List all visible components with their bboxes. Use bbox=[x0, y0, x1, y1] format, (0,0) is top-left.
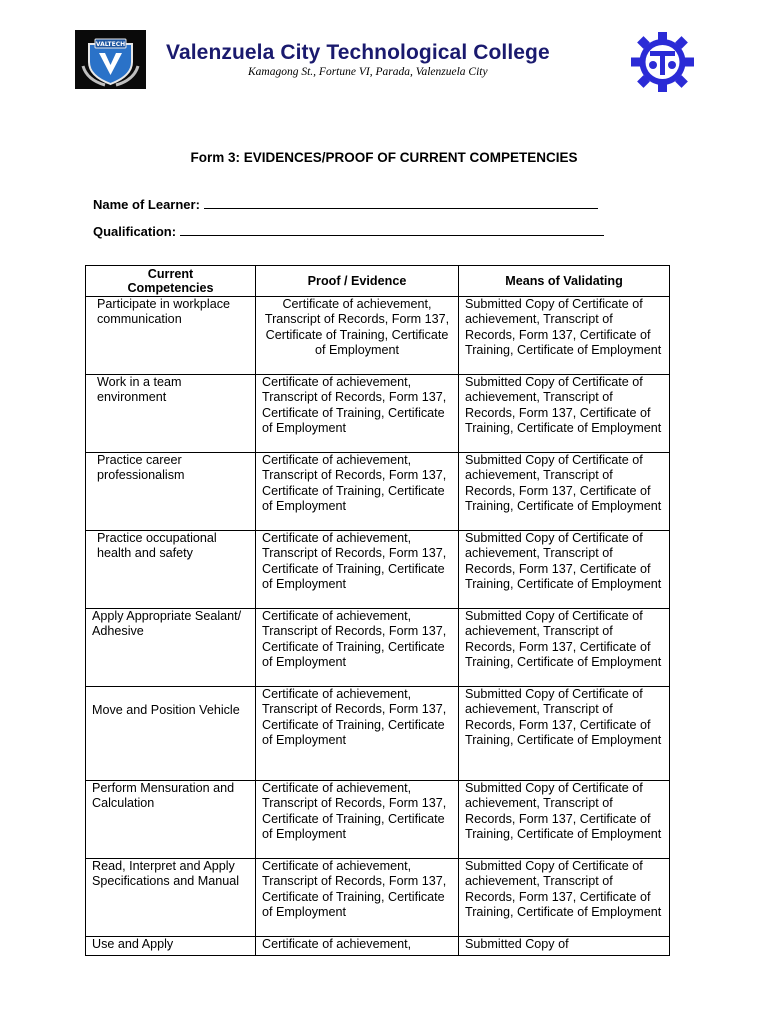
validation-cell: Submitted Copy of Certificate of achievement, Transcript of Records, Form 137, Certificate of Training, Certificate of Employment bbox=[459, 531, 670, 609]
name-of-learner-field bbox=[93, 196, 598, 212]
table-row bbox=[86, 297, 670, 375]
header-means-of-validating: Means of Validating bbox=[459, 266, 670, 297]
evidence-cell: Certificate of achievement, Transcript of Records, Form 137, Certificate of Training, Certificate of Employment bbox=[256, 781, 459, 859]
validation-cell: Submitted Copy of Certificate of achievement, Transcript of Records, Form 137, Certificate of Training, Certificate of Employment bbox=[459, 859, 670, 937]
validation-cell: Submitted Copy of Certificate of achievement, Transcript of Records, Form 137, Certificate of Training, Certificate of Employment bbox=[459, 687, 670, 781]
evidence-cell: Certificate of achievement, Transcript of Records, Form 137, Certificate of Training, Certificate of Employment bbox=[256, 609, 459, 687]
table-row bbox=[86, 609, 670, 687]
competency-cell: Apply Appropriate Sealant/ Adhesive bbox=[86, 609, 256, 687]
qualification-label: Qualification: bbox=[93, 224, 177, 239]
competency-cell: Use and Apply bbox=[86, 937, 256, 956]
evidence-cell: Certificate of achievement, bbox=[256, 937, 459, 956]
valtech-logo bbox=[75, 30, 146, 89]
table-row bbox=[86, 687, 670, 781]
competency-cell: Move and Position Vehicle bbox=[86, 687, 256, 781]
qualification-blank[interactable] bbox=[180, 223, 604, 236]
evidence-cell: Certificate of achievement, Transcript of Records, Form 137, Certificate of Training, Certificate of Employment bbox=[256, 375, 459, 453]
name-of-learner-blank[interactable] bbox=[204, 196, 598, 209]
table-row bbox=[86, 531, 670, 609]
evidence-cell: Certificate of achievement, Transcript of Records, Form 137, Certificate of Training, Certificate of Employment bbox=[256, 687, 459, 781]
validation-cell: Submitted Copy of Certificate of achievement, Transcript of Records, Form 137, Certificate of Training, Certificate of Employment bbox=[459, 453, 670, 531]
competency-cell: Read, Interpret and Apply Specifications and Manual bbox=[86, 859, 256, 937]
validation-cell: Submitted Copy of Certificate of achievement, Transcript of Records, Form 137, Certificate of Training, Certificate of Employment bbox=[459, 609, 670, 687]
validation-cell: Submitted Copy of Certificate of achievement, Transcript of Records, Form 137, Certificate of Training, Certificate of Employment bbox=[459, 375, 670, 453]
competency-cell: Perform Mensuration and Calculation bbox=[86, 781, 256, 859]
competencies-table bbox=[85, 265, 670, 956]
evidence-cell: Certificate of achievement, Transcript of Records, Form 137, Certificate of Training, Certificate of Employment bbox=[256, 859, 459, 937]
competency-cell: Work in a team environment bbox=[86, 375, 256, 453]
table-row bbox=[86, 859, 670, 937]
table-header-row bbox=[86, 266, 670, 297]
validation-cell: Submitted Copy of Certificate of achievement, Transcript of Records, Form 137, Certificate of Training, Certificate of Employment bbox=[459, 297, 670, 375]
competency-cell: Participate in workplace communication bbox=[86, 297, 256, 375]
form-title: Form 3: EVIDENCES/PROOF OF CURRENT COMPETENCIES bbox=[190, 150, 578, 165]
table-row bbox=[86, 375, 670, 453]
header-proof-evidence: Proof / Evidence bbox=[256, 266, 459, 297]
evidence-cell: Certificate of achievement, Transcript of Records, Form 137, Certificate of Training, Certificate of Employment bbox=[256, 531, 459, 609]
college-name: Valenzuela City Technological College bbox=[166, 41, 550, 64]
table-row bbox=[86, 781, 670, 859]
competency-cell: Practice occupational health and safety bbox=[86, 531, 256, 609]
evidence-cell: Certificate of achievement, Transcript of Records, Form 137, Certificate of Training, Certificate of Employment bbox=[256, 297, 459, 375]
validation-cell: Submitted Copy of Certificate of achievement, Transcript of Records, Form 137, Certificate of Training, Certificate of Employment bbox=[459, 781, 670, 859]
valtech-logo-text: VALTECH bbox=[95, 41, 126, 48]
table-row bbox=[86, 937, 670, 956]
name-of-learner-label: Name of Learner: bbox=[93, 197, 200, 212]
evidence-cell: Certificate of achievement, Transcript of Records, Form 137, Certificate of Training, Certificate of Employment bbox=[256, 453, 459, 531]
qualification-field bbox=[93, 223, 604, 239]
college-address: Kamagong St., Fortune VI, Parada, Valenzuela City bbox=[248, 66, 488, 78]
header-current-competencies: Current Competencies bbox=[86, 266, 256, 297]
table-row bbox=[86, 453, 670, 531]
validation-cell: Submitted Copy of bbox=[459, 937, 670, 956]
competency-cell: Practice career professionalism bbox=[86, 453, 256, 531]
tesda-gear-logo bbox=[629, 31, 696, 93]
